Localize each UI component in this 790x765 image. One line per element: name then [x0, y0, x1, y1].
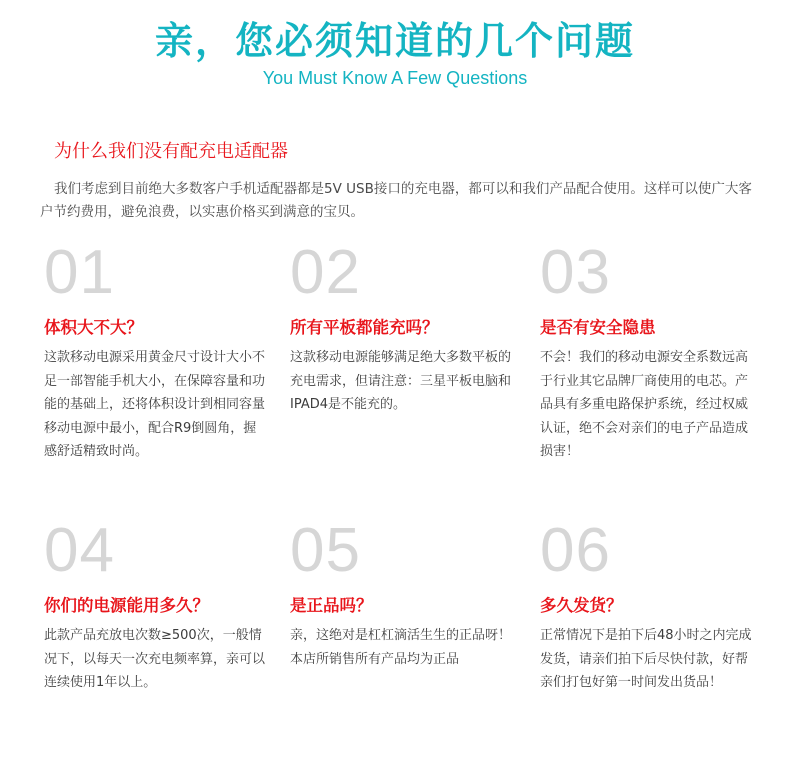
intro-section [40, 138, 760, 224]
faq-item-01 [44, 238, 266, 464]
intro-body: 我们考虑到目前绝大多数客户手机适配器都是5V USB接口的充电器，都可以和我们产品配合使用。这样可以使广大客户节约费用，避免浪费，以实惠价格买到满意的宝贝。 [40, 181, 752, 220]
faq-question: 所有平板都能充吗？ [290, 318, 439, 337]
faq-question: 体积大不大？ [44, 318, 143, 337]
faq-question: 是正品吗？ [290, 596, 373, 615]
page-subtitle: You Must Know A Few Questions [262, 68, 528, 88]
faq-answer: 此款产品充放电次数≥500次，一般情况下，以每天一次充电频率算，亲可以连续使用1年以上。 [44, 628, 266, 690]
faq-answer: 不会！我们的移动电源安全系数远高于行业其它品牌厂商使用的电芯。产品具有多重电路保护系统，经过权威认证，绝不会对亲们的电子产品造成损害！ [540, 350, 749, 459]
faq-number: 06 [540, 516, 611, 585]
faq-item-02 [290, 238, 512, 417]
page-title: 亲，您必须知道的几个问题 [154, 19, 635, 63]
faq-number: 05 [290, 516, 361, 585]
faq-number: 01 [44, 238, 115, 307]
faq-question: 是否有安全隐患 [540, 318, 656, 337]
faq-answer: 这款移动电源能够满足绝大多数平板的充电需求，但请注意：三星平板电脑和IPAD4是不能充的。 [290, 350, 512, 412]
faq-answer: 这款移动电源采用黄金尺寸设计大小不足一部智能手机大小，在保障容量和功能的基础上，还将体积设计到相同容量移动电源中最小，配合R9倒圆角，握感舒适精致时尚。 [44, 350, 266, 459]
faq-answer: 正常情况下是拍下后48小时之内完成发货，请亲们拍下后尽快付款，好帮亲们打包好第一时间发出货品！ [540, 628, 752, 690]
faq-question: 你们的电源能用多久？ [44, 596, 209, 615]
faq-item-03 [540, 238, 758, 464]
faq-item-04 [44, 516, 266, 695]
page-header [0, 14, 790, 89]
intro-heading: 为什么我们没有配充电适配器 [54, 141, 288, 162]
faq-item-05 [290, 516, 512, 671]
faq-number: 04 [44, 516, 115, 585]
faq-question: 多久发货？ [540, 596, 623, 615]
faq-number: 02 [290, 238, 361, 307]
faq-number: 03 [540, 238, 611, 307]
faq-answer: 亲，这绝对是杠杠滴活生生的正品呀！本店所销售所有产品均为正品 [290, 628, 512, 667]
faq-item-06 [540, 516, 758, 695]
